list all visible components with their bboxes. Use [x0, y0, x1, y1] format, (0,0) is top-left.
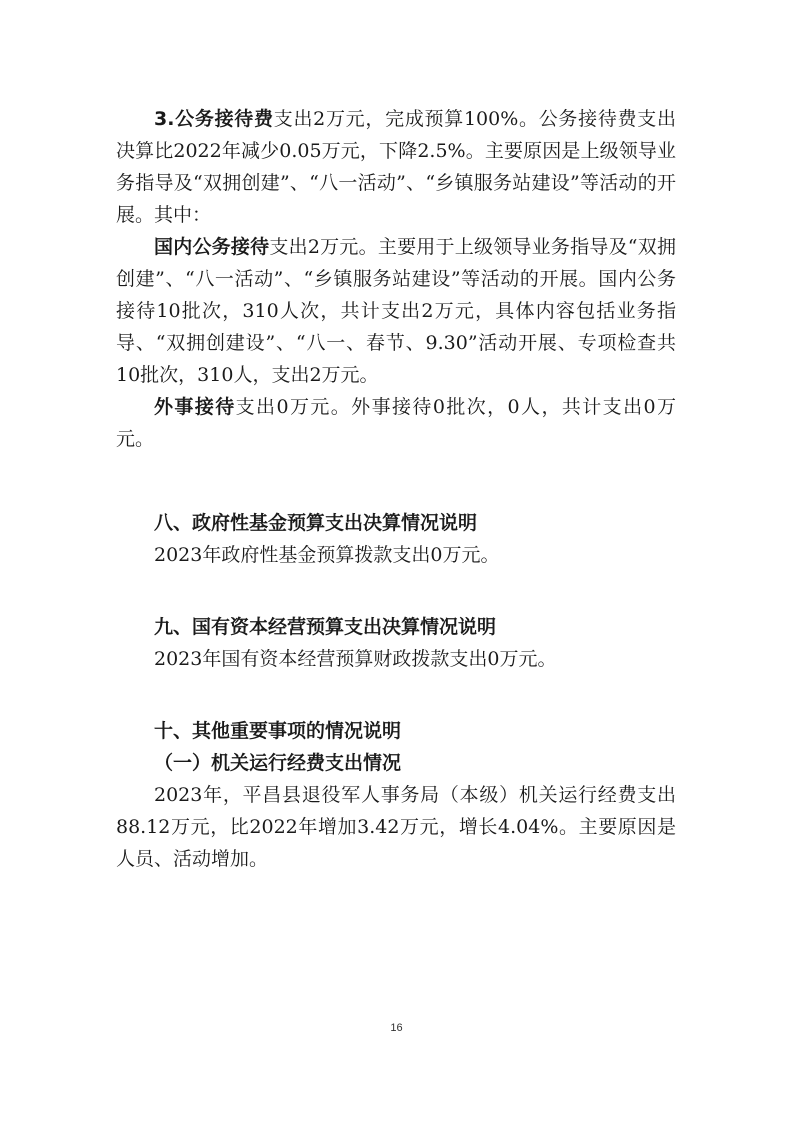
hospitality-text: 支出2万元，完成预算100%。公务接待费支出决算比2022年减少0.05万元，下降2.5%。主要原因是上级领导业务指导及“双拥创建”、“八一活动”、“乡镇服务站建设”等活动的开展。其中：	[116, 108, 676, 226]
document-body	[116, 103, 676, 875]
section-10-body: 2023年，平昌县退役军人事务局（本级）机关运行经费支出88.12万元，比2022年增加3.42万元，增长4.04%。主要原因是人员、活动增加。	[116, 784, 676, 870]
section-8-body: 2023年政府性基金预算拨款支出0万元。	[154, 544, 500, 566]
domestic-hospitality-text: 支出2万元。主要用于上级领导业务指导及“双拥创建”、“八一活动”、“乡镇服务站建设”等活动的开展。国内公务接待10批次，310人次，共计支出2万元，具体内容包括业务指导、“双拥创建设”、“八一、春节、9.30”活动开展、专项检查共10批次，310人，支出2万元。	[116, 236, 676, 386]
spacer	[116, 675, 676, 715]
hospitality-lead: 3.公务接待费	[154, 108, 274, 130]
foreign-hospitality-paragraph	[116, 391, 676, 455]
section-8-heading: 八、政府性基金预算支出决算情况说明	[154, 512, 478, 534]
foreign-hospitality-text: 支出0万元。外事接待0批次，0人，共计支出0万元。	[116, 396, 676, 450]
section-9-body: 2023年国有资本经营预算财政拨款支出0万元。	[154, 648, 557, 670]
domestic-hospitality-paragraph	[116, 231, 676, 391]
foreign-hospitality-lead: 外事接待	[154, 396, 236, 418]
spacer	[116, 571, 676, 611]
page-number: 16	[390, 1022, 403, 1034]
section-9-heading: 九、国有资本经营预算支出决算情况说明	[154, 616, 497, 638]
spacer	[116, 455, 676, 507]
hospitality-paragraph	[116, 103, 676, 231]
domestic-hospitality-lead: 国内公务接待	[154, 236, 270, 258]
section-10-heading: 十、其他重要事项的情况说明	[154, 720, 402, 742]
section-10-subheading: （一）机关运行经费支出情况	[154, 752, 402, 774]
